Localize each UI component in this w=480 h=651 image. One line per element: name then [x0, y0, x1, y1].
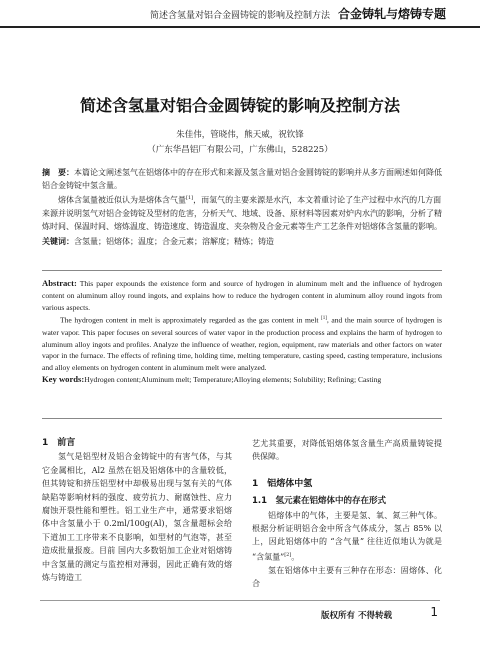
en-abstract-para-1	[42, 278, 442, 313]
cn-keywords-label: 关键词：	[42, 236, 74, 246]
section-2-1-heading: 1.1 氢元素在铝熔体中的存在形式	[252, 496, 387, 507]
body-column-right	[252, 437, 442, 591]
section-name: 合金铸轧与熔铸专题	[337, 7, 446, 21]
abstract-divider-bottom	[42, 418, 442, 419]
section-1-paragraph: 氢气是铝型材及铝合金铸锭中的有害气体，与其它金属相比，Al2 虽然在铝及铝熔体中的含量较低，但其铸锭和挤压铝型材中却极易出现与氢有关的气体缺陷等影响材料的强度、疲劳抗力、耐腐蚀性、应力腐蚀开裂性能和塑性。铝工业生产中，通常要求铝熔体中含氢量小于 0.2ml/100g(Al)，氢含量超标会给下道加工工序带来不良影响，如型材的气泡等，甚至造成批量报废。目前 国内大多数铝加工企业对铝熔铸中含氢量的测定与监控相对薄弱，因此正确有效的熔炼与铸造工	[42, 452, 232, 583]
chinese-abstract	[42, 166, 442, 248]
footer-rule	[40, 600, 440, 601]
cn-abstract-text-2b: ，而氢气的主要来源是水汽，本文着重讨论了生产过程中水汽的几方面来源并说明氢气对铝合金铸锭及型材的危害，分析天气、地域、设备、原材料等因素对炉内水汽的影响，分析了精炼时间、保温时间、熔炼温度、铸造速度、铸造温度、夹杂物及合金元素等生产工艺条件对铝熔体含氢量的影响。	[42, 195, 442, 231]
abstract-divider-top	[42, 270, 442, 271]
en-abstract-text-2a: The hydrogen content in melt is approximately regarded as the gas content in melt	[60, 315, 319, 325]
english-abstract	[42, 278, 442, 386]
en-keywords-label: Key words:	[42, 373, 85, 384]
section-2-1-paragraph-2: 氢在铝熔体中主要有三种存在形态：固熔体、化合	[252, 565, 442, 589]
en-keywords-text: Hydrogen content;Aluminum melt; Temperature;Alloying elements; Solubility; Refining; Casting	[84, 374, 382, 384]
cn-abstract-label: 摘 要：	[42, 168, 74, 177]
en-ref-1: [1]	[321, 316, 327, 322]
article-title: 简述含氢量对铝合金圆铸锭的影响及控制方法	[79, 96, 400, 115]
running-title: 简述含氢量对铝合金圆铸锭的影响及控制方法	[150, 11, 331, 21]
running-header	[0, 0, 480, 28]
affiliation: （广东华昌铝厂有限公司，广东佛山，528225）	[147, 145, 333, 155]
section-2-1-paragraph-1	[252, 509, 442, 564]
authors: 朱佳伟，管晓伟，熊天威，祝钦锋	[176, 130, 304, 140]
section-2-1-text-1b: 。	[291, 552, 300, 562]
en-abstract-text-2b: , and the main source of hydrogen is water vapor. This paper focuses on several sources of water vapor in the production process and explains the harm of hydrogen to aluminum alloy ingots and profiles. Analyze the influence of weather, region, equipment, raw materials and other factors on water vapor in the furnace. The effects of refining time, holding time, melting temperature, casting speed, casting temperature, inclusions and alloy elements on hydrogen content in aluminum melt were analyzed.	[42, 315, 442, 373]
section-2-1-text-1a: 铝熔体中的气体，主要是氢、氧、氮三种气体。根据分析证明铝合金中所含气体成分，氢占 85% 以上，因此铝熔体中的 “含气量” 往往近似地认为就是 “含氢量”	[252, 510, 442, 562]
section-1-heading: 1 前言	[42, 438, 76, 448]
body-column-left	[42, 437, 232, 584]
cn-abstract-text-1: 本篇论文阐述氢气在铝熔体中的存在形式和来源及氢含量对铝合金圆铸锭的影响并从多方面阐述如何降低铝合金铸锭中氢含量。	[42, 168, 442, 190]
section-2-heading: 1 铝熔体中氢	[252, 478, 313, 489]
cn-abstract-para-1	[42, 166, 442, 192]
cn-abstract-para-2	[42, 192, 442, 233]
cn-ref-1: [1]	[186, 195, 194, 201]
page-number: 1	[430, 605, 438, 619]
cn-keywords-text: 含氢量；铝熔体；温度；合金元素；溶解度；精炼；铸造	[74, 236, 274, 246]
en-abstract-label: Abstract:	[42, 278, 77, 288]
en-abstract-para-2	[42, 313, 442, 374]
continued-paragraph: 艺尤其重要，对降低铝熔体氢含量生产高质量铸锭提供保障。	[252, 439, 442, 462]
cn-keywords	[42, 235, 442, 248]
en-keywords	[42, 374, 442, 386]
ref-2: [2]	[284, 551, 292, 558]
copyright-notice: 版权所有 不得转载	[321, 611, 392, 621]
en-abstract-text-1: This paper expounds the existence form and source of hydrogen in aluminum melt and the influence of hydrogen content on aluminum alloy round ingots, and explains how to reduce the hydrogen content in aluminum alloy round ingots from various aspects.	[42, 279, 442, 312]
cn-abstract-text-2a: 熔体含氢量被近似认为是熔体含气量	[58, 195, 186, 205]
